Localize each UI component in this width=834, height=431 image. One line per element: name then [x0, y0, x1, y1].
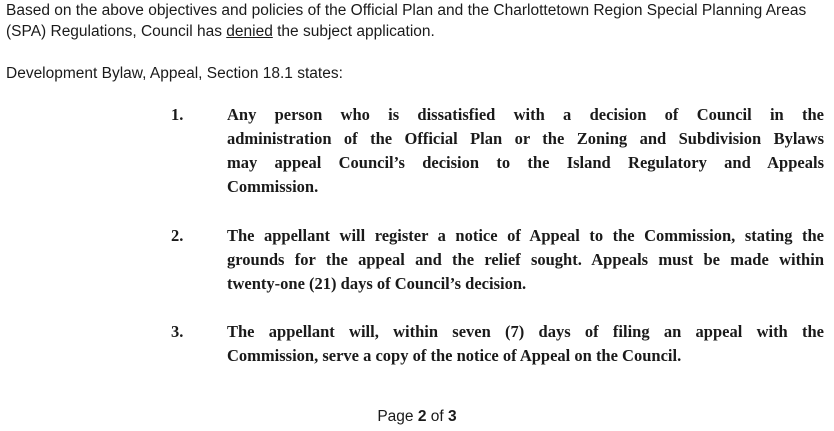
list-item-line: Any person who is dissatisfied with a decision of Council in the [227, 105, 824, 124]
of-label: of [426, 408, 449, 425]
list-item-text [227, 103, 824, 199]
intro-line-2-after: the subject application. [272, 23, 435, 40]
list-item-line: grounds for the appeal and the relief sought. Appeals must be made within [227, 250, 824, 269]
page-total: 3 [448, 408, 457, 425]
page-label: Page [377, 408, 418, 425]
list-item-number: 2. [171, 226, 184, 245]
list-item-number: 3. [171, 322, 184, 341]
list-item-text [227, 224, 824, 296]
list-item-line: The appellant will register a notice of Appeal to the Commission, stating the [227, 226, 824, 245]
section-heading: Development Bylaw, Appeal, Section 18.1 states: [6, 65, 343, 82]
list-item-number: 1. [171, 105, 184, 124]
page-footer [0, 406, 834, 427]
intro-line-1: Based on the above objectives and policies of the Official Plan and the Charlottetown Region Special Planning Areas [6, 2, 807, 19]
list-item-text [227, 320, 824, 368]
decision-word: denied [226, 23, 273, 40]
intro-line-2-before: (SPA) Regulations, Council has [6, 23, 227, 40]
list-item-line: twenty-one (21) days of Council’s decision. [227, 274, 527, 293]
list-item-line: Commission, serve a copy of the notice of Appeal on the Council. [227, 346, 682, 365]
list-item-line: administration of the Official Plan or the Zoning and Subdivision Bylaws [227, 129, 824, 148]
list-item-line: The appellant will, within seven (7) days of filing an appeal with the [227, 322, 824, 341]
list-item-line: may appeal Council’s decision to the Island Regulatory and Appeals [227, 153, 824, 172]
intro-line-2 [6, 21, 826, 42]
list-item-line: Commission. [227, 177, 319, 196]
intro-paragraph [6, 0, 826, 42]
page-current: 2 [417, 408, 427, 425]
